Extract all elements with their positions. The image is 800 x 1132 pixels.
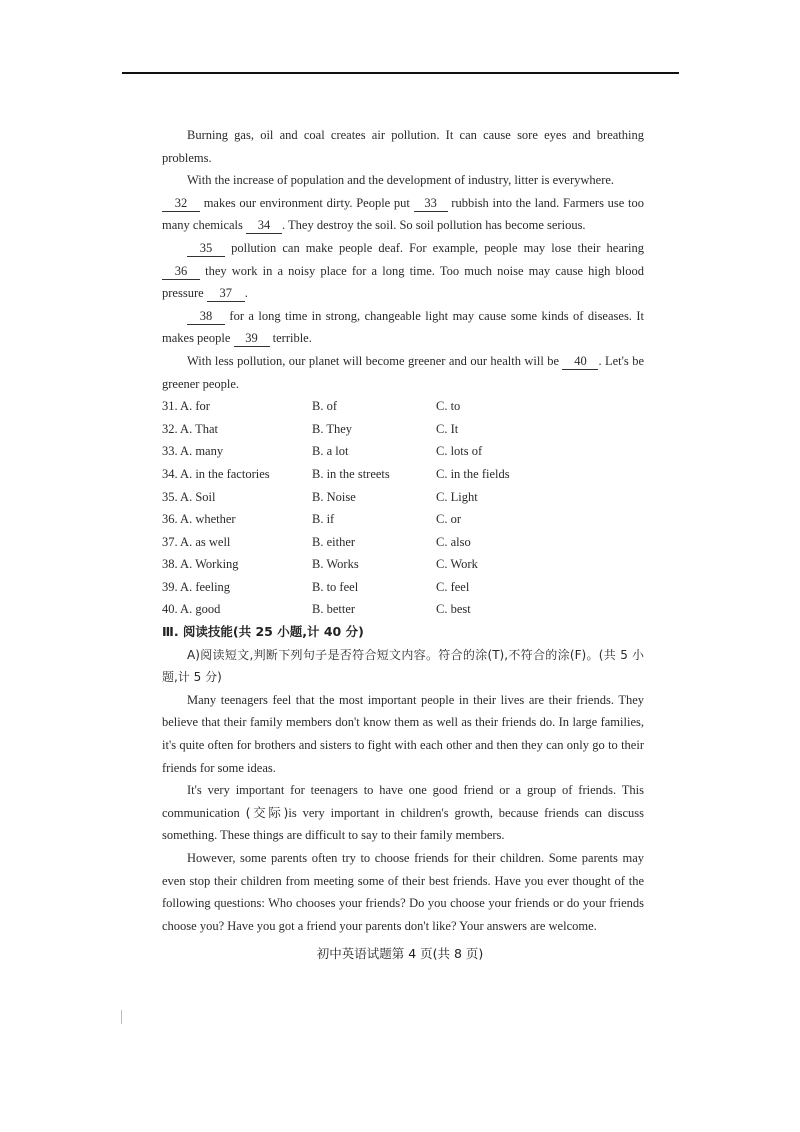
option-a: 33. A. many (162, 444, 224, 459)
blank-32: 32 (162, 196, 200, 212)
reading-paragraph-1: Many teenagers feel that the most important people in their lives are their friends. They believe that their family members don't know them as well as their friends do. In large families, it's quite often for brothers and sisters to fight with each other and then they can only go to their friends for some ideas. (162, 692, 644, 775)
option-a: 36. A. whether (162, 512, 236, 527)
option-b: B. a lot (312, 444, 349, 459)
option-row (162, 418, 644, 441)
blank-36: 36 (162, 264, 200, 280)
option-row (162, 576, 644, 599)
text-span: With less pollution, our planet will become greener and our health will be (187, 353, 563, 368)
text-span: rubbish into the land. Farmers use too many chemicals (162, 195, 644, 233)
text-span: . They destroy the soil. So soil pollution has become serious. (282, 218, 586, 233)
option-c: C. It (436, 421, 459, 436)
text-span: . Let's be greener people. (162, 353, 644, 391)
text-span: pollution can make people deaf. For example, people may lose their hearing (225, 240, 644, 255)
option-b: B. either (312, 534, 356, 549)
page-footer: 初中英语试题第 4 页(共 8 页) (316, 946, 484, 961)
text-span: terrible. (269, 331, 312, 346)
option-a: 34. A. in the factories (162, 466, 270, 481)
reading-paragraph-3: However, some parents often try to choose friends for their children. Some parents may even stop their children from meeting some of their best friends. Have you ever thought of the following questions: Who chooses your friends? Do you choose your friends or do your friends choose you? Have you got a friend your parents don't like? Your answers are welcome. (162, 851, 644, 933)
option-row (162, 463, 644, 486)
blank-33: 33 (414, 196, 448, 212)
text-span: . (244, 286, 248, 301)
scan-mark (121, 1010, 122, 1024)
page-content (162, 124, 644, 937)
option-c: C. to (436, 399, 461, 414)
passage-paragraph-4 (162, 237, 644, 305)
option-c: C. best (436, 602, 471, 617)
option-row (162, 486, 644, 509)
option-b: B. in the streets (312, 466, 390, 481)
option-a: 31. A. for (162, 399, 210, 414)
option-a: 38. A. Working (162, 557, 239, 572)
option-a: 37. A. as well (162, 534, 231, 549)
option-b: B. of (312, 399, 337, 414)
options-table (162, 395, 644, 621)
top-rule (122, 72, 679, 74)
option-a: 32. A. That (162, 421, 219, 436)
option-a: 39. A. feeling (162, 579, 231, 594)
option-b: B. Works (312, 557, 359, 572)
option-b: B. better (312, 602, 356, 617)
option-row (162, 395, 644, 418)
blank-37: 37 (207, 286, 245, 302)
section-heading: Ⅲ. 阅读技能(共 25 小题,计 40 分) (162, 624, 364, 640)
passage-paragraph-5 (162, 305, 644, 350)
text-span: makes our environment dirty. People put (200, 195, 414, 210)
option-row (162, 508, 644, 531)
option-c: C. lots of (436, 444, 483, 459)
passage-paragraph-2: With the increase of population and the development of industry, litter is everywhere. (187, 173, 615, 188)
option-a: 35. A. Soil (162, 489, 216, 504)
passage-paragraph-3 (162, 192, 644, 237)
blank-34: 34 (246, 218, 282, 234)
text-span: is very important in children's growth, because friends can discuss something. These things are difficult to say to their family members. (162, 805, 644, 843)
text-span: for a long time in strong, changeable light may cause some kinds of diseases. It makes people (162, 308, 644, 346)
text-span: It's very important for teenagers to have one good friend or a group of friends. This communication (162, 783, 644, 820)
blank-40: 40 (562, 354, 598, 370)
section-instruction: A)阅读短文,判断下列句子是否符合短文内容。符合的涂(T),不符合的涂(F)。(共 5 小题,计 5 分) (162, 647, 644, 685)
option-row (162, 531, 644, 554)
text-span: they work in a noisy place for a long time. Too much noise may cause high blood pressure (162, 263, 644, 301)
option-b: B. Noise (312, 489, 356, 504)
option-c: C. Light (436, 489, 478, 504)
option-c: C. or (436, 512, 461, 527)
option-row (162, 440, 644, 463)
option-c: C. Work (436, 557, 478, 572)
chinese-gloss: (交际) (245, 804, 289, 820)
option-row (162, 553, 644, 576)
blank-38: 38 (187, 309, 225, 325)
option-a: 40. A. good (162, 602, 221, 617)
option-row (162, 598, 644, 621)
passage-paragraph-1: Burning gas, oil and coal creates air pollution. It can cause sore eyes and breathing problems. (162, 128, 644, 165)
blank-39: 39 (234, 331, 270, 347)
option-c: C. in the fields (436, 466, 510, 481)
reading-paragraph-2 (162, 779, 644, 847)
blank-35: 35 (187, 241, 225, 257)
option-b: B. to feel (312, 579, 359, 594)
option-b: B. if (312, 512, 335, 527)
option-c: C. also (436, 534, 471, 549)
option-c: C. feel (436, 579, 470, 594)
option-b: B. They (312, 421, 353, 436)
passage-paragraph-6 (162, 350, 644, 395)
